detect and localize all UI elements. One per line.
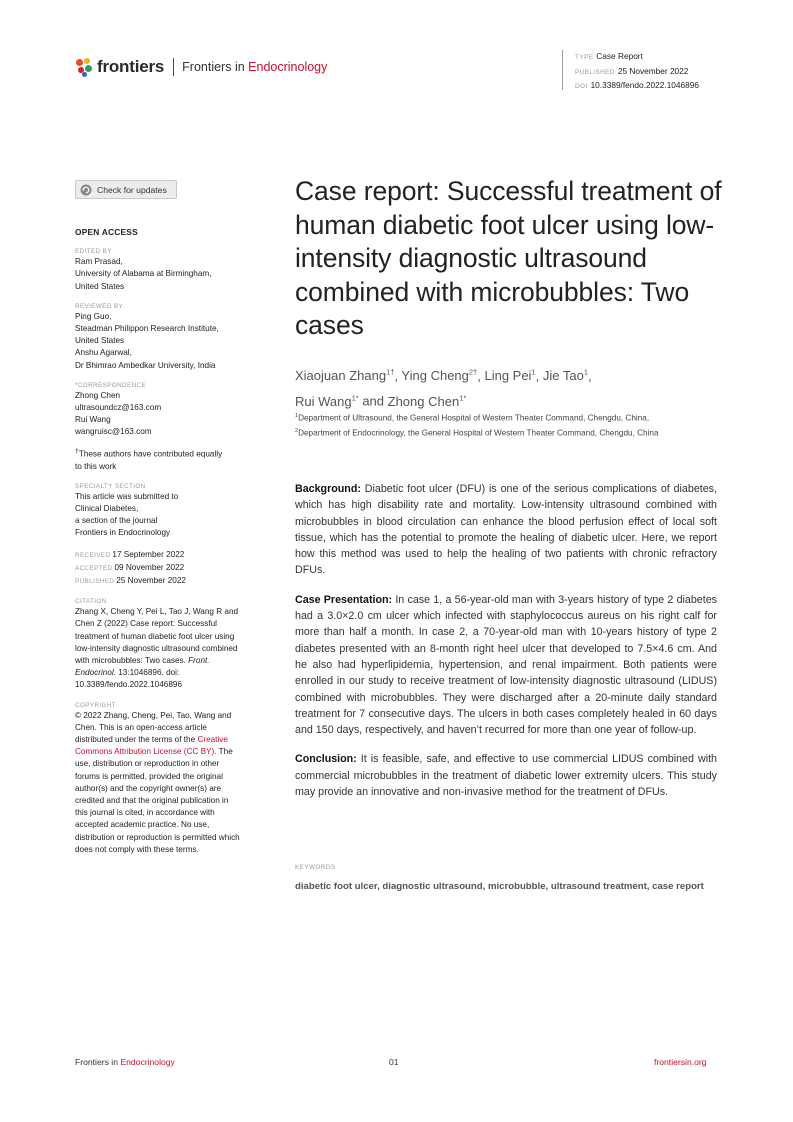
specialty-section-label: SPECIALTY SECTION: [75, 482, 146, 490]
cc-by-license-link[interactable]: Creative Commons Attribution License (CC BY).: [75, 735, 228, 757]
abstract: [295, 481, 717, 813]
citation-text: Zhang X, Cheng Y, Pei L, Tao J, Wang R and Chen Z (2022) Case report: Successful treatment of human diabetic foot ulcer using low-intensity diagnostic ultrasound combined with microbubbles: Two cases. Front. Endocrinol. 13:1046896. doi: 10.3389/fendo.2022.1046896: [75, 607, 239, 690]
frontiers-logo[interactable]: [75, 54, 327, 80]
article-meta: [562, 50, 699, 90]
edited-by-label: EDITED BY: [75, 248, 112, 256]
reviewer-line: Ping Guo,: [75, 311, 112, 321]
correspondence-email[interactable]: ultrasoundcz@163.com: [75, 403, 162, 413]
specialty-line: Clinical Diabetes,: [75, 503, 139, 513]
meta-published: PUBLISHED 25 November 2022: [575, 65, 689, 76]
keywords-label: KEYWORDS: [295, 864, 336, 871]
author[interactable]: Xiaojuan Zhang$^{1\dagger}$: [295, 368, 395, 384]
correspondence-line: Rui Wang: [75, 415, 111, 425]
equal-contribution-note: †These authors have contributed equally to this work: [75, 447, 223, 471]
date-published: PUBLISHED 25 November 2022: [75, 576, 186, 585]
meta-type: TYPE Case Report: [575, 51, 643, 61]
editor-line: University of Alabama at Birmingham,: [75, 269, 212, 279]
specialty-line: Frontiers in Endocrinology: [75, 528, 171, 538]
citation-label: CITATION: [75, 598, 107, 606]
logo-wordmark: frontiers: [97, 57, 165, 76]
author[interactable]: Rui Wang$^{1*}$: [295, 393, 359, 409]
affiliation: $^1$Department of Ultrasound, the General Hospital of Western Theater Command, Chengdu, China,: [295, 413, 650, 423]
sidebar: [75, 226, 245, 856]
reviewer-line: United States: [75, 336, 125, 346]
author[interactable]: Jie Tao$^1$: [542, 368, 588, 384]
article-title: Case report: Successful treatment of human diabetic foot ulcer using low-intensity diagnostic ultrasound combined with microbubbles: Two cases: [295, 176, 722, 341]
check-for-updates-button[interactable]: [75, 180, 177, 199]
page-number: 01: [389, 1057, 399, 1067]
refresh-icon: [80, 184, 92, 196]
keywords: diabetic foot ulcer, diagnostic ultrasound, microbubble, ultrasound treatment, case report: [295, 881, 704, 892]
correspondence-email[interactable]: wangruisc@163.com: [75, 427, 152, 437]
affiliations: [295, 410, 735, 441]
correspondence-line: Zhong Chen: [75, 390, 121, 400]
journal-name: Frontiers in Endocrinology: [182, 60, 328, 74]
abstract-background: Background: Diabetic foot ulcer (DFU) is one of the serious complications of diabetes, which has high disability rate and mortality. Low-intensity ultrasound combined with microbubbles in blood circulation can enhance the blood perfusion effect of local soft tissue, which has the potential to promote the healing of diabetic ulcer. Here, we report how this method was used to help the healing of two patients with chronic refractory DFUs.: [295, 483, 717, 577]
footer-site-link[interactable]: frontiersin.org: [654, 1057, 707, 1067]
editor-line: United States: [75, 281, 125, 291]
copyright-label: COPYRIGHT: [75, 701, 117, 709]
abstract-conclusion: Conclusion: It is feasible, safe, and effective to use commercial LIDUS combined with commercial microbubbles in the treatment of diabetic lower extremity ulcers. This study may provide an innovative and non-invasive method for the treatment of DFUs.: [295, 753, 717, 799]
author-list: Xiaojuan Zhang$^{1\dagger}$, Ying Cheng$^{2\dagger}$, Ling Pei$^1$, Jie Tao$^1$, Rui Wang$^{1*}$ and Zhong Chen$^{1*}$: [295, 368, 592, 409]
footer-journal: Frontiers in Endocrinology: [75, 1057, 175, 1067]
copyright-text: © 2022 Zhang, Cheng, Pei, Tao, Wang and Chen. This is an open-access article distributed under the terms of the Creative Commons Attribution License (CC BY). The use, distribution or reproduction in other forums is permitted, provided the original author(s) and the copyright owner(s) are credited and that the original publication in this journal is cited, in accordance with accepted academic practice. No use, distribution or reproduction is permitted which does not comply with these terms.: [75, 710, 240, 854]
check-for-updates-label: Check for updates: [97, 184, 167, 195]
author[interactable]: Ying Cheng$^{2\dagger}$: [401, 368, 478, 384]
citation-doi: doi: 10.3389/fendo.2022.1046896: [75, 668, 182, 690]
author[interactable]: Zhong Chen$^{1*}$: [387, 393, 467, 409]
reviewer-line: Steadman Philippon Research Institute,: [75, 324, 219, 334]
logo-divider: [173, 58, 174, 76]
frontiers-logo-icon: [75, 57, 93, 77]
specialty-line: This article was submitted to: [75, 491, 179, 501]
correspondence-label: *CORRESPONDENCE: [75, 381, 147, 389]
date-accepted: ACCEPTED 09 November 2022: [75, 562, 185, 572]
meta-doi: DOI 10.3389/fendo.2022.1046896: [575, 80, 699, 90]
specialty-line: a section of the journal: [75, 516, 158, 526]
reviewed-by-label: REVIEWED BY: [75, 302, 124, 310]
date-received: RECEIVED 17 September 2022: [75, 549, 185, 559]
affiliation: $^2$Department of Endocrinology, the General Hospital of Western Theater Command, Chengdu, China: [295, 428, 659, 439]
open-access-label: OPEN ACCESS: [75, 227, 138, 237]
editor-line: Ram Prasad,: [75, 257, 123, 267]
reviewer-line: Dr Bhimrao Ambedkar University, India: [75, 360, 216, 370]
author[interactable]: Ling Pei$^1$: [484, 368, 536, 384]
reviewer-line: Anshu Agarwal,: [75, 348, 132, 358]
abstract-case-presentation: Case Presentation: In case 1, a 56-year-old man with 3-years history of type 2 diabetes had a 3.0×2.0 cm ulcer which infected with staphylococcus aureus on his right calf for more than half a month. In case 2, a 70-year-old man with 10-years history of type 2 diabetes presented with an 8-month right heel ulcer that developed to 7.5×4.6 cm. And he also had hyperlipidemia, hypertension, and renal impairment. Both patients were enrolled in our study to receive treatment of low-intensity diagnostic ultrasound (LIDUS) combined with microbubbles. They were discharged after a 20-minute daily standard treatment for 7 consecutive days. The ulcers in both cases completely healed in 60 days and 150 days, respectively, and haven’t recurred for more than one year of follow-up.: [295, 593, 717, 737]
